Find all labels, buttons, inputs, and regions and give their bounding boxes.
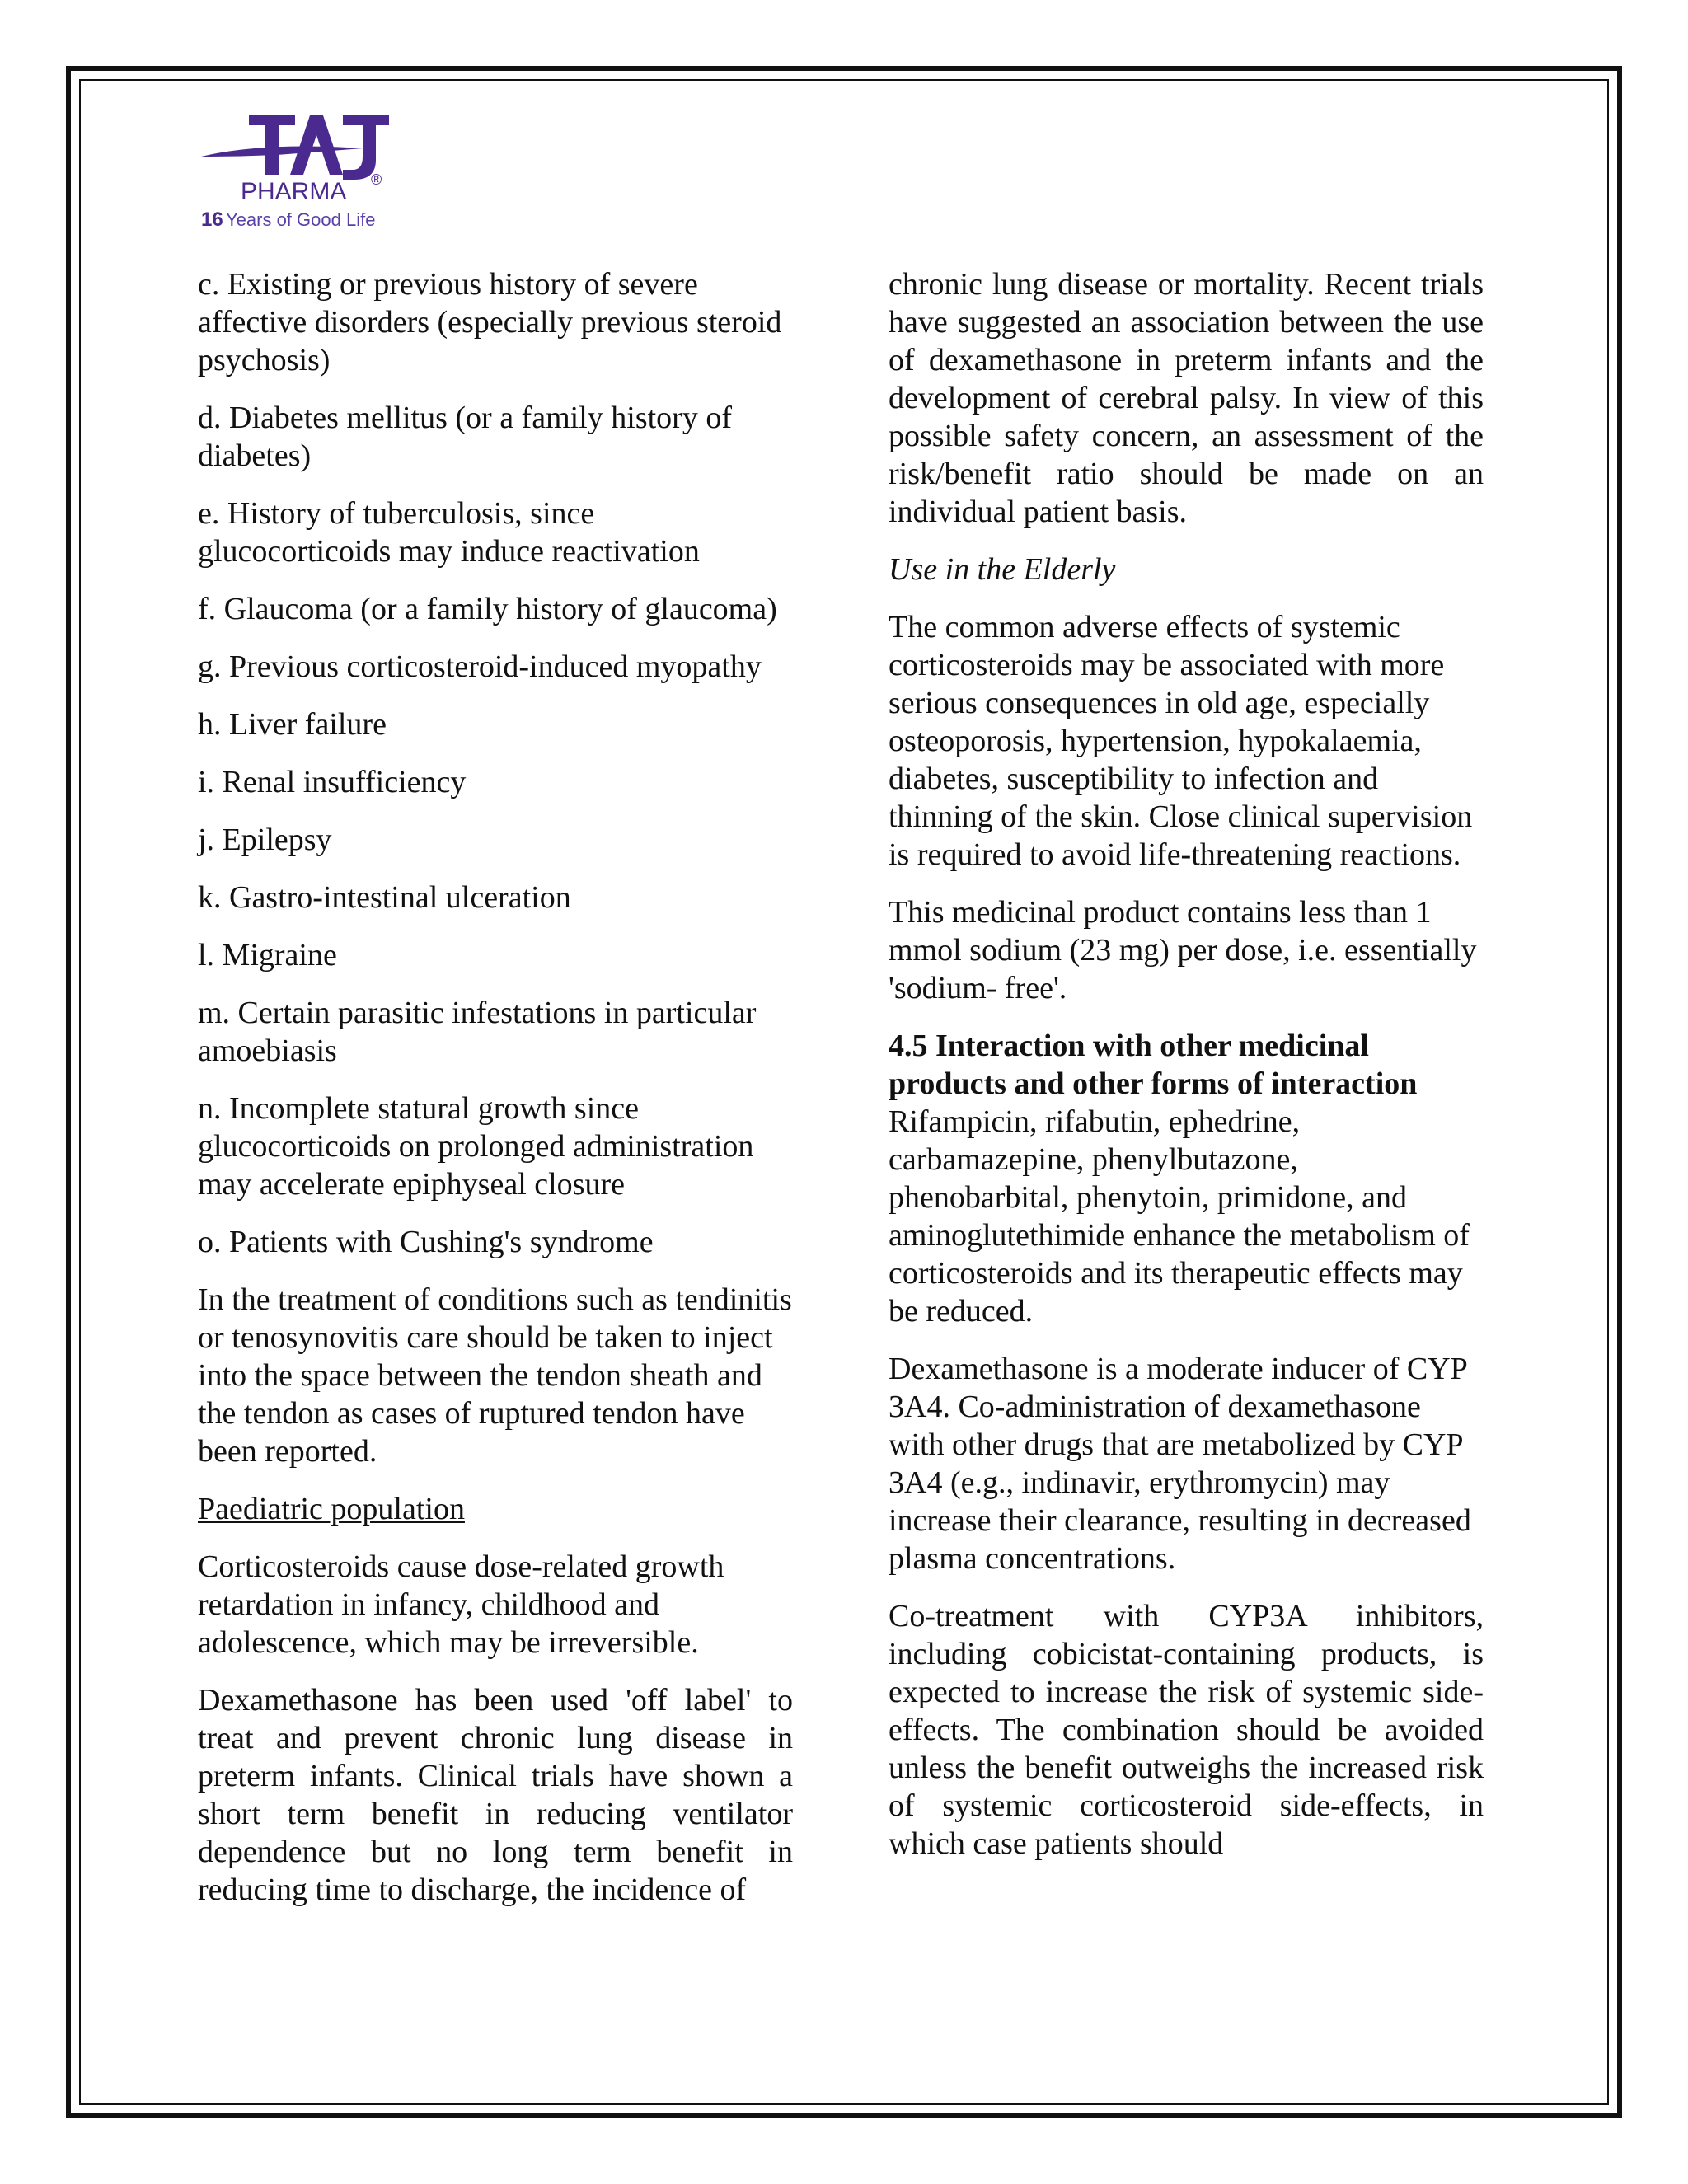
interaction-section	[889, 1027, 1484, 1330]
contraindication-item-o: o. Patients with Cushing's syndrome	[198, 1225, 654, 1259]
taj-pharma-logo-graphic	[198, 105, 429, 237]
contraindication-item-l: l. Migraine	[198, 938, 337, 972]
paediatric-heading: Paediatric population	[198, 1492, 465, 1526]
contraindication-item-m: m. Certain parasitic infestations in particular amoebiasis	[198, 996, 757, 1068]
tendinitis-paragraph: In the treatment of conditions such as tendinitis or tenosynovitis care should be taken to inject into the space between the tendon sheath and the tendon as cases of ruptured tendon have been reported.	[198, 1282, 792, 1469]
contraindication-item-c: c. Existing or previous history of severe affective disorders (especially previous steroid psychosis)	[198, 267, 782, 377]
logo-letter-a	[290, 115, 343, 175]
logo-letter-j	[343, 115, 389, 180]
contraindication-item-d: d. Diabetes mellitus (or a family history of diabetes)	[198, 401, 732, 473]
sodium-paragraph: This medicinal product contains less than 1 mmol sodium (23 mg) per dose, i.e. essentially 'sodium- free'.	[889, 895, 1477, 1005]
logo-pharma-text: PHARMA	[241, 178, 347, 205]
cyp3a4-paragraph: Dexamethasone is a moderate inducer of CYP 3A4. Co-administration of dexamethasone with other drugs that are metabolized by CYP 3A4 (e.g., indinavir, erythromycin) may increase their clearance, resulting in decreased plasma concentrations.	[889, 1352, 1471, 1576]
contraindication-item-i: i. Renal insufficiency	[198, 765, 467, 799]
logo-registered-mark: ®	[371, 171, 382, 188]
contraindication-item-h: h. Liver failure	[198, 707, 387, 742]
elderly-paragraph: The common adverse effects of systemic corticosteroids may be associated with more serious consequences in old age, especially osteoporosis, hypertension, hypokalaemia, diabetes, susceptibility to infection and thinning of the skin. Close clinical supervision is required to avoid life-threatening reactions.	[889, 610, 1473, 872]
paediatric-paragraph-growth: Corticosteroids cause dose-related growth retardation in infancy, childhood and adolescence, which may be irreversible.	[198, 1549, 724, 1660]
logo-years-number: 16	[201, 209, 223, 231]
interaction-paragraph: Rifampicin, rifabutin, ephedrine, carbamazepine, phenylbutazone, phenobarbital, phenytoin, primidone, and aminoglutethimide enhance the metabolism of corticosteroids and its therapeutic effects may be reduced.	[889, 1104, 1470, 1329]
paediatric-paragraph-off-label: Dexamethasone has been used 'off label' to treat and prevent chronic lung disease in preterm infants. Clinical trials have shown a short term benefit in reducing ventilator dependence but no long term benefit in reducing time to discharge, the incidence of	[198, 1683, 793, 1907]
left-column	[198, 265, 793, 1929]
contraindication-item-k: k. Gastro-intestinal ulceration	[198, 880, 571, 915]
logo-tagline: Years of Good Life	[226, 209, 376, 230]
interaction-heading: 4.5 Interaction with other medicinal products and other forms of interaction	[889, 1029, 1418, 1101]
contraindication-item-n: n. Incomplete statural growth since glucocorticoids on prolonged administration may accelerate epiphyseal closure	[198, 1091, 754, 1202]
taj-pharma-logo	[198, 105, 429, 237]
cotreatment-paragraph: Co-treatment with CYP3A inhibitors, including cobicistat-containing products, is expected to increase the risk of systemic side-effects. The combination should be avoided unless the benefit outweighs the increased risk of systemic corticosteroid side-effects, in which case patients should	[889, 1599, 1484, 1861]
preterm-continuation-paragraph: chronic lung disease or mortality. Recent trials have suggested an association between the use of dexamethasone in preterm infants and the development of cerebral palsy. In view of this possible safety concern, an assessment of the risk/benefit ratio should be made on an individual patient basis.	[889, 267, 1484, 529]
contraindication-item-j: j. Epilepsy	[198, 823, 332, 857]
logo-swoosh	[201, 147, 363, 157]
contraindication-item-e: e. History of tuberculosis, since glucocorticoids may induce reactivation	[198, 496, 700, 569]
elderly-heading: Use in the Elderly	[889, 552, 1116, 587]
right-column	[889, 265, 1484, 1882]
logo-letter-t-stem	[265, 115, 279, 175]
contraindication-item-f: f. Glaucoma (or a family history of glaucoma)	[198, 592, 777, 626]
contraindication-item-g: g. Previous corticosteroid-induced myopathy	[198, 649, 762, 684]
